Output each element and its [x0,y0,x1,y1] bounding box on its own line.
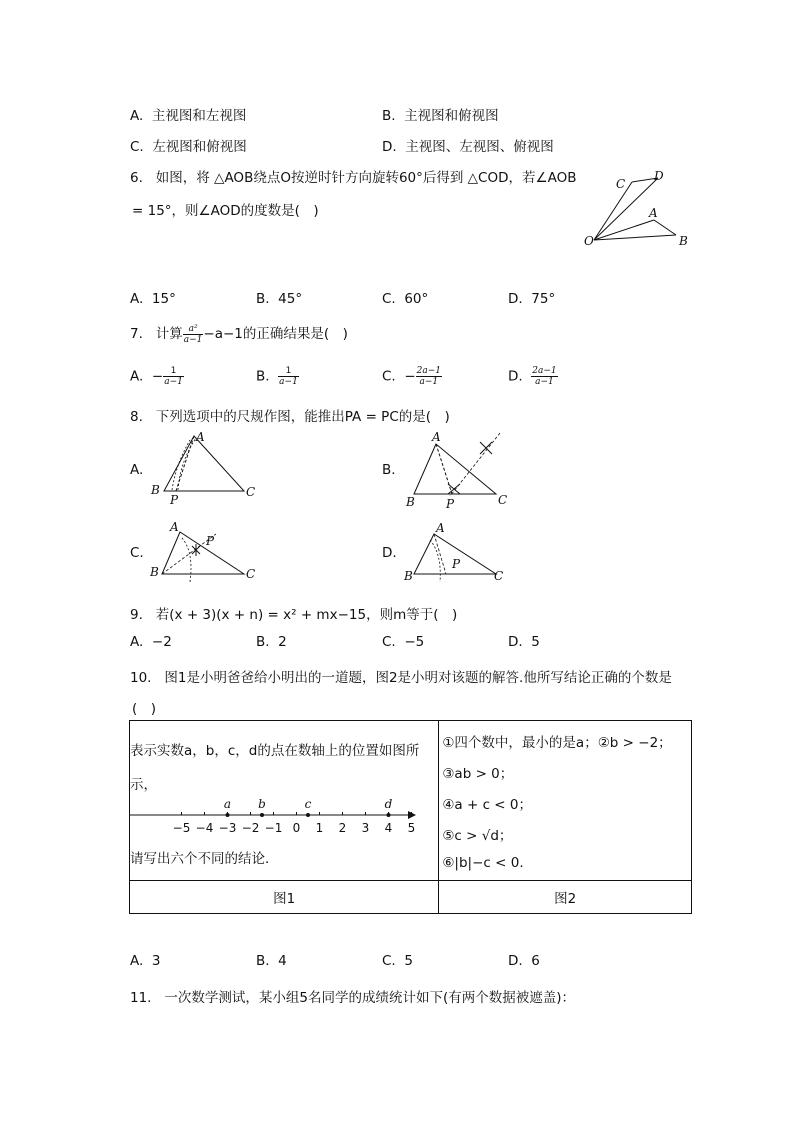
q10-fig1-text3: 请写出六个不同的结论． [130,851,279,867]
q6-option-b-text: 45° [278,291,303,307]
q10-line2: ( ) [132,701,157,717]
q5-option-a-key: A. [130,108,144,124]
q10-option-a-text: 3 [151,953,161,969]
q7-prefix: 计算 [155,326,183,342]
q8c-label-a: A [170,520,179,534]
q8a-label-b: B [151,483,160,497]
axis-point-label-c: c [304,797,312,811]
q7-option-c-key: C. [382,368,396,385]
q9-text: 若(x + 3)(x + n) = x² + mx−15，则m等于( ) [155,607,458,623]
q10-option-b-text: 4 [278,953,287,969]
q5-option-b [382,104,499,124]
q10-fig2-line2: ③ab > 0； [442,766,514,782]
q8b-label-b: B [406,495,415,509]
q6-option-c-text: 60° [404,291,429,307]
q7-option-b-den: a−1 [279,377,298,387]
q6-line1 [130,166,577,186]
q5-option-d-key: D. [382,139,397,155]
q8-figure-b [400,428,520,513]
q6-option-d-text: 75° [531,291,556,307]
q6-option-a-text: 15° [151,291,176,307]
q10-fig1-cell [130,721,439,881]
q8b-label-a: A [432,430,441,444]
q7-option-b-num: 1 [278,366,299,377]
q7-option-a-frac [163,366,184,387]
q11-text: 一次数学测试，某小组5名同学的成绩统计如下(有两个数据被遮盖)： [164,990,575,1006]
q9-option-d-text: 5 [531,634,540,650]
axis-points [224,797,393,817]
q10-option-c-key: C. [382,953,396,969]
q7-option-c-frac [416,366,442,387]
q7-option-a-den: a−1 [164,377,183,387]
axis-point-b [260,813,264,817]
q6-label-b: B [679,234,688,248]
axis-point-d [387,813,391,817]
q9-option-c [382,634,424,650]
q7-option-c [382,366,442,387]
axis-point-label-b: b [258,797,266,811]
q6-number: 6. [130,170,143,186]
q8-option-c-key: C. [130,545,144,561]
axis-point-label-a: a [223,797,232,811]
q10-option-a-key: A. [130,953,144,969]
q8-text: 下列选项中的尺规作图，能推出PA = PC的是( ) [155,409,450,425]
q10-number-line [130,797,430,835]
q10-option-d-key: D. [508,953,523,969]
q10-fig2-line3: ④a + c < 0； [442,797,533,813]
q7-option-c-den: a−1 [419,377,439,387]
axis-tick-label: −2 [241,821,260,835]
q7-number: 7. [130,326,143,342]
q7-option-d-num: 2a−1 [532,366,557,376]
q10-option-b [256,953,287,969]
q5-option-b-key: B. [382,108,396,124]
q6-option-a-key: A. [130,291,144,307]
q8-number: 8. [130,409,143,425]
q10-option-c-text: 5 [404,953,413,969]
q8-stem [130,405,450,425]
q9-option-b [256,634,287,650]
q7-option-d-key: D. [508,368,523,385]
q5-option-d [382,135,554,155]
q10-fig1-text1: 表示实数a，b，c，d的点在数轴上的位置如图所 [130,743,420,759]
q6-option-d [508,291,555,307]
q5-option-d-text: 主视图、左视图、俯视图 [405,139,554,155]
q10-option-c [382,953,413,969]
q9-option-a-text: −2 [151,634,172,650]
q7-option-a-key: A. [130,368,144,385]
q6-label-c: C [616,177,626,191]
axis-tick-label: 0 [292,821,301,835]
q7-option-c-num: 2a−1 [416,366,441,376]
axis-tick-label: 3 [361,821,370,835]
q7-fraction [183,324,204,345]
q5-option-a [130,104,246,124]
q8b-label-p: P [446,497,455,511]
q10-caption2: 图2 [439,881,692,914]
q9-option-a [130,634,172,650]
q5-option-b-text: 主视图和俯视图 [404,108,499,124]
q8-figure-a [148,428,268,508]
q10-line1 [130,666,672,686]
axis-tick-label: 1 [315,821,324,835]
axis-tick-label: −4 [195,821,214,835]
axis-point-a [226,813,230,817]
q11-number: 11. [130,990,152,1006]
q7-option-a-sign: − [151,368,164,385]
q7-option-d-frac [531,366,557,387]
q8c-label-p: P [206,534,215,548]
q9-option-c-key: C. [382,634,396,650]
q7-option-b-key: B. [256,368,270,385]
q8d-label-a: A [436,521,445,535]
q10-option-a [130,953,160,969]
q8a-label-a: A [196,430,205,444]
q7-fraction-den: a−1 [183,334,203,345]
q10-text-line1: 图1是小明爸爸给小明出的一道题，图2是小明对该题的解答.他所写结论正确的个数是 [164,670,672,686]
q6-label-a: A [649,206,658,220]
q7-option-b-frac [278,366,299,387]
q10-caption1: 图1 [130,881,439,914]
q8-option-a-key: A. [130,462,144,478]
q9-option-d-key: D. [508,634,523,650]
q7-option-d-den: a−1 [535,377,554,387]
q7-fraction-num: a² [183,324,204,335]
axis-point-c [306,813,310,817]
axis-tick-label: −3 [218,821,237,835]
axis-tick-label: −1 [264,821,283,835]
q7-suffix: −a−1的正确结果是( ) [203,326,348,342]
q10-option-d-text: 6 [531,953,540,969]
q8d-label-c: C [494,569,504,583]
q6-option-a [130,291,176,307]
q10-option-d [508,953,540,969]
q10-fig2-line1: ①四个数中，最小的是a；②b > −2； [442,735,672,751]
axis-tick-label: 5 [407,821,416,835]
q8b-label-c: C [498,493,508,507]
q10-fig2-line4: ⑤c > √d； [442,828,513,844]
q9-option-b-text: 2 [278,634,287,650]
q6-option-d-key: D. [508,291,523,307]
q10-fig2-cell [439,721,692,881]
q9-stem [130,603,457,623]
q7-option-d [508,366,558,387]
q10-table [129,720,692,914]
q8-option-b-key: B. [382,462,396,478]
q10-fig2-line5: ⑥|b|−c < 0. [442,855,524,871]
q5-option-c-key: C. [130,139,144,155]
q7-option-a-num: 1 [163,366,184,377]
q8-option-d-key: D. [382,545,397,561]
q6-rotation-figure [580,165,695,255]
q11-stem [130,986,575,1006]
q7-option-a [130,366,184,387]
q8a-label-c: C [246,485,256,499]
axis-tick-label: 2 [338,821,347,835]
q8a-label-p: P [170,493,179,507]
q10-number: 10. [130,670,152,686]
axis-point-label-d: d [384,797,393,811]
q9-option-b-key: B. [256,634,270,650]
q9-number: 9. [130,607,143,623]
q8-figure-c [148,518,268,588]
q8c-label-b: B [150,565,159,579]
q6-label-o: O [584,234,594,248]
q5-option-c-text: 左视图和俯视图 [152,139,247,155]
axis-tick-label: −5 [172,821,191,835]
q7-option-c-sign: − [404,368,416,385]
q9-option-d [508,634,540,650]
q5-option-c [130,135,247,155]
q9-option-c-text: −5 [404,634,425,650]
q8d-label-p: P [452,557,461,571]
q10-option-b-key: B. [256,953,270,969]
q5-option-a-text: 主视图和左视图 [151,108,247,124]
q10-fig1-text2: 示， [130,777,157,793]
q6-option-c-key: C. [382,291,396,307]
q8c-label-c: C [246,567,256,581]
q6-option-b [256,291,302,307]
q6-option-c [382,291,428,307]
q6-option-b-key: B. [256,291,270,307]
q6-line2: = 15°，则∠AOD的度数是( ) [132,203,319,219]
q9-option-a-key: A. [130,634,144,650]
q8d-label-b: B [404,569,413,583]
q7-option-b [256,366,299,387]
axis-tick-label: 4 [384,821,393,835]
q7-stem [130,322,348,345]
q8-figure-d [400,518,520,588]
q6-text-line1: 如图，将 △AOB绕点O按逆时针方向旋转60°后得到 △COD，若∠AOB [155,170,577,186]
q6-label-d: D [654,169,664,183]
